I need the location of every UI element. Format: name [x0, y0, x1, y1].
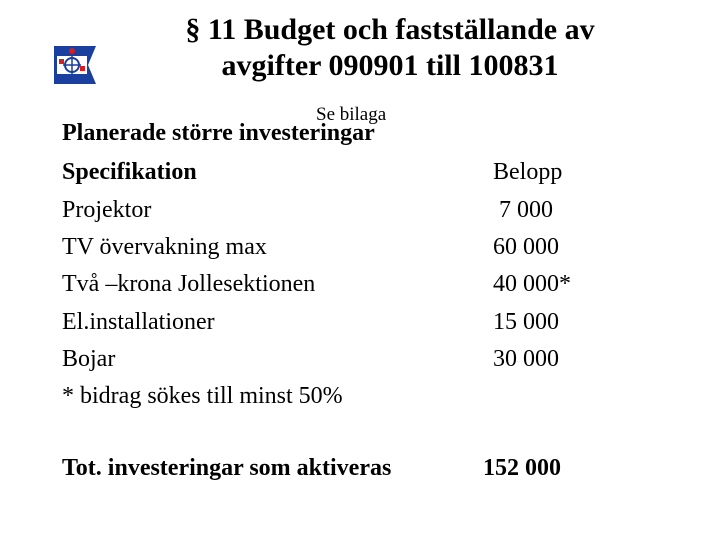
slide-title	[100, 12, 680, 84]
section-heading: Planerade större investeringar	[62, 120, 375, 146]
total-amount: 152 000	[483, 455, 561, 481]
title-line-2: avgifter 090901 till 100831	[221, 49, 559, 82]
total-label: Tot. investeringar som aktiveras	[62, 455, 392, 481]
item-amount: 7 000	[493, 197, 553, 223]
item-spec: TV övervakning max	[62, 234, 267, 260]
item-amount: 15 000	[493, 309, 559, 335]
item-amount: 40 000*	[493, 271, 571, 297]
club-burgee-logo-icon	[52, 42, 98, 88]
item-amount: 30 000	[493, 346, 559, 372]
column-header-amount: Belopp	[493, 159, 563, 185]
item-spec: El.installationer	[62, 309, 215, 335]
footnote: * bidrag sökes till minst 50%	[62, 383, 343, 409]
title-line-1: § 11 Budget och fastställande av	[185, 13, 595, 46]
column-header-specification: Specifikation	[62, 159, 197, 185]
item-amount: 60 000	[493, 234, 559, 260]
note-see-attachment: Se bilaga	[316, 104, 387, 125]
item-spec: Projektor	[62, 197, 152, 223]
item-spec: Bojar	[62, 346, 116, 372]
item-spec: Två –krona Jollesektionen	[62, 271, 316, 297]
